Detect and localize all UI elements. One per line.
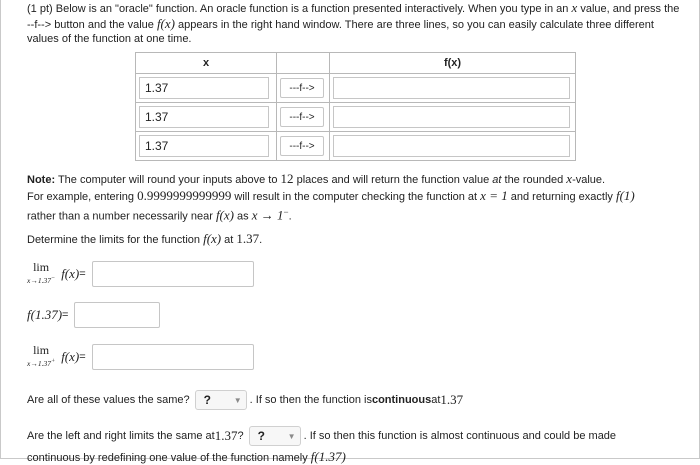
table-row: [136, 132, 576, 161]
f-button-2[interactable]: ---f-->: [280, 107, 324, 127]
column-header-x: x: [136, 53, 277, 74]
x-input-1[interactable]: 1.37: [139, 77, 269, 99]
left-limit-answer-input[interactable]: [92, 261, 254, 287]
table-row: [136, 74, 576, 103]
fx-output-2[interactable]: [333, 106, 570, 128]
determine-instruction: Determine the limits for the function f(x) at 1.37.: [27, 231, 263, 246]
chevron-down-icon: ▼: [233, 395, 242, 405]
f-value-row: f(1.37) =: [27, 302, 160, 328]
left-limit-notation: lim x→1.37−: [27, 260, 56, 285]
left-limit-row: lim x→1.37− f(x) =: [27, 261, 254, 287]
column-header-spacer: [277, 53, 330, 74]
rounding-note: Note: The computer will round your inputs above to 12 places and will return the function value at the rounded x-value. For example, entering 0.9999999999999 will result in the computer checking the function at x = 1 and returning exactly f(1) rather than a number necessarily near f(x) as x → 1−.: [27, 171, 635, 223]
limits-same-select[interactable]: ? ▼: [249, 426, 301, 446]
oracle-table: [135, 52, 576, 161]
same-values-select[interactable]: ? ▼: [195, 390, 247, 410]
right-limit-notation: lim x→1.37+: [27, 343, 56, 368]
f-button-3[interactable]: ---f-->: [280, 136, 324, 156]
chevron-down-icon: ▼: [287, 431, 296, 441]
question-continuous: Are all of these values the same? ? ▼ . If so then the function is continuous at 1.37: [27, 390, 463, 410]
problem-intro: (1 pt) Below is an "oracle" function. An oracle function is a function presented interactively. When you type in an x value, and press the --f--> button and the value f(x) appears in the right hand window. There are three lines, so you can easily calculate three different values of the function at one time.: [27, 0, 680, 45]
f-value-answer-input[interactable]: [74, 302, 160, 328]
f-button-1[interactable]: ---f-->: [280, 78, 324, 98]
x-input-3[interactable]: 1.37: [139, 135, 269, 157]
fx-output-1[interactable]: [333, 77, 570, 99]
x-input-2[interactable]: 1.37: [139, 106, 269, 128]
question-continuation: continuous by redefining one value of the function namely f(1.37): [27, 449, 346, 464]
right-limit-answer-input[interactable]: [92, 344, 254, 370]
right-limit-row: lim x→1.37+ f(x) =: [27, 344, 254, 370]
fx-output-3[interactable]: [333, 135, 570, 157]
question-limits-same: Are the left and right limits the same at 1.37 ? ? ▼ . If so then this function is almost continuous and could be made: [27, 426, 616, 446]
column-header-fx: f(x): [330, 53, 576, 74]
table-row: [136, 103, 576, 132]
